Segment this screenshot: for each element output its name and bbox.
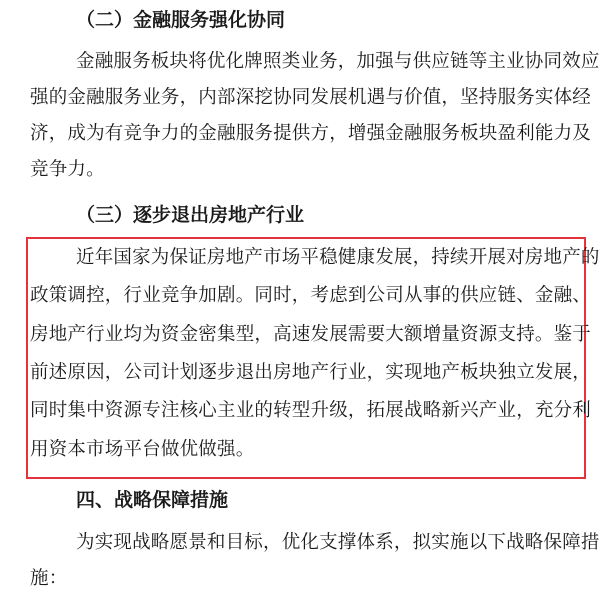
paragraph-line: 竞争力。 — [30, 159, 105, 180]
section-heading-financial-services: （二）金融服务强化协同 — [76, 9, 286, 31]
paragraph-line: 用资本市场平台做优做强。 — [30, 439, 255, 460]
paragraph-line: 为实现战略愿景和目标，优化支撑体系，拟实施以下战略保障措 — [76, 532, 600, 553]
paragraph-line: 房地产行业均为资金密集型，高速发展需要大额增量资源支持。鉴于 — [30, 324, 592, 345]
paragraph-line: 金融服务板块将优化牌照类业务，加强与供应链等主业协同效应 — [76, 51, 600, 72]
paragraph-line: 济，成为有竞争力的金融服务提供方，增强金融服务板块盈利能力及 — [30, 123, 592, 144]
paragraph-line: 施： — [30, 568, 68, 589]
paragraph-line: 强的金融服务业务，内部深挖协同发展机遇与价值，坚持服务实体经 — [30, 87, 592, 108]
section-heading-strategic-safeguards: 四、战略保障措施 — [76, 489, 229, 511]
paragraph-line: 同时集中资源专注核心主业的转型升级，拓展战略新兴产业，充分利 — [30, 400, 592, 421]
paragraph-line: 政策调控，行业竞争加剧。同时，考虑到公司从事的供应链、金融、 — [30, 285, 592, 306]
paragraph-line: 前述原因，公司计划逐步退出房地产行业，实现地产板块独立发展， — [30, 362, 592, 383]
section-heading-exit-real-estate: （三）逐步退出房地产行业 — [76, 204, 305, 226]
paragraph-line: 近年国家为保证房地产市场平稳健康发展，持续开展对房地产的 — [76, 247, 600, 268]
